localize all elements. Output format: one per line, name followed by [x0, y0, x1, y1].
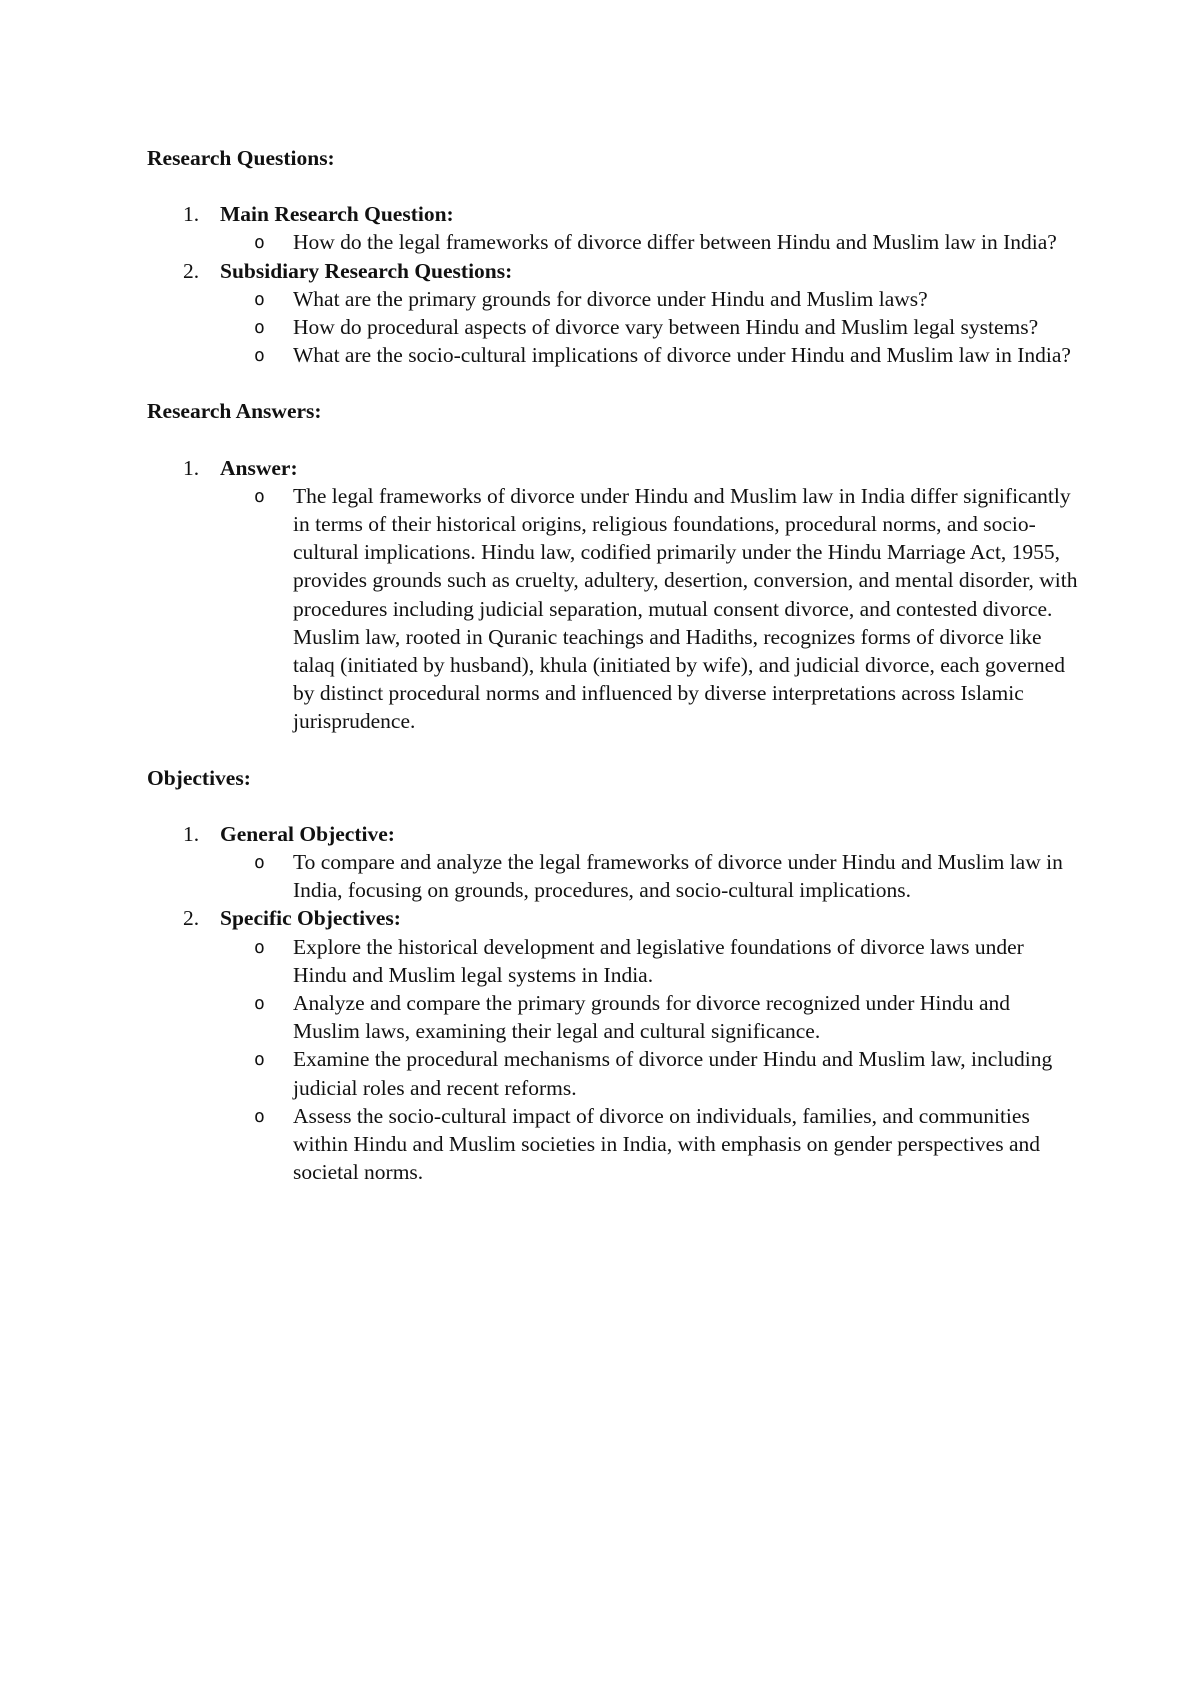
bullet-list — [220, 848, 1077, 904]
bullet-icon: o — [254, 317, 265, 339]
list-item — [147, 257, 1077, 370]
bullet-text: Analyze and compare the primary grounds for divorce recognized under Hindu and Muslim laws, examining their legal and cultural significance. — [293, 991, 1010, 1044]
bullet-text: The legal frameworks of divorce under Hindu and Muslim law in India differ significantly in terms of their historical origins, religious foundations, procedural norms, and socio-cultural implications. Hindu law, codified primarily under the Hindu Marriage Act, 1955, provides grounds such as cruelty, adultery, desertion, conversion, and mental disorder, with procedures including judicial separation, mutual consent divorce, and contested divorce. Muslim law, rooted in Quranic teachings and Hadiths, recognizes forms of divorce like talaq (initiated by husband), khula (initiated by wife), and judicial divorce, each governed by distinct procedural norms and influenced by diverse interpretations across Islamic jurisprudence. — [293, 483, 1078, 734]
bullet-item — [220, 933, 1077, 989]
bullet-list — [220, 482, 1077, 736]
item-number: 2. — [183, 258, 200, 283]
objectives-section — [147, 764, 1077, 1187]
bullet-list — [220, 285, 1077, 370]
bullet-item — [220, 482, 1077, 736]
bullet-icon: o — [254, 485, 265, 507]
bullet-text: Explore the historical development and legislative foundations of divorce laws under Hindu and Muslim legal systems in India. — [293, 934, 1024, 987]
item-number: 2. — [183, 906, 200, 931]
bullet-item — [220, 285, 1077, 313]
document-body — [147, 144, 1077, 1187]
bullet-text: What are the primary grounds for divorce under Hindu and Muslim laws? — [293, 286, 928, 311]
bullet-list — [220, 933, 1077, 1187]
bullet-icon: o — [254, 852, 265, 874]
bullet-item — [220, 313, 1077, 341]
bullet-icon: o — [254, 936, 265, 958]
research-questions-section — [147, 144, 1077, 369]
section-spacer — [147, 736, 1077, 764]
bullet-text: To compare and analyze the legal frameworks of divorce under Hindu and Muslim law in India, focusing on grounds, procedures, and socio-cultural implications. — [293, 850, 1063, 903]
bullet-icon: o — [254, 1049, 265, 1071]
section-spacer — [147, 369, 1077, 397]
bullet-icon: o — [254, 288, 265, 310]
bullet-text: How do the legal frameworks of divorce differ between Hindu and Muslim law in India? — [293, 230, 1057, 255]
list-item — [147, 454, 1077, 736]
bullet-icon: o — [254, 345, 265, 367]
objectives-heading: Objectives: — [147, 765, 251, 790]
research-answers-heading: Research Answers: — [147, 399, 322, 424]
bullet-icon: o — [254, 232, 265, 254]
item-number: 1. — [183, 821, 200, 846]
bullet-item — [220, 1045, 1077, 1101]
objectives-list — [147, 820, 1077, 1187]
item-title: Subsidiary Research Questions: — [220, 258, 513, 283]
item-title: Answer: — [220, 455, 298, 480]
item-title: General Objective: — [220, 821, 395, 846]
research-questions-heading: Research Questions: — [147, 146, 335, 170]
bullet-item — [220, 1102, 1077, 1187]
bullet-item — [220, 848, 1077, 904]
research-questions-list — [147, 200, 1077, 369]
item-number: 1. — [183, 202, 200, 227]
bullet-text: How do procedural aspects of divorce vary between Hindu and Muslim legal systems? — [293, 315, 1039, 340]
list-item — [147, 200, 1077, 256]
research-answers-list — [147, 454, 1077, 736]
research-answers-section — [147, 397, 1077, 735]
bullet-item — [220, 341, 1077, 369]
list-item — [147, 904, 1077, 1186]
list-item — [147, 820, 1077, 905]
bullet-icon: o — [254, 993, 265, 1015]
bullet-text: Examine the procedural mechanisms of divorce under Hindu and Muslim law, including judicial roles and recent reforms. — [293, 1047, 1053, 1100]
item-title: Specific Objectives: — [220, 906, 401, 931]
bullet-list — [220, 228, 1077, 256]
bullet-item — [220, 228, 1077, 256]
item-title: Main Research Question: — [220, 202, 454, 227]
bullet-text: Assess the socio-cultural impact of divorce on individuals, families, and communities within Hindu and Muslim societies in India, with emphasis on gender perspectives and societal norms. — [293, 1103, 1040, 1185]
bullet-item — [220, 989, 1077, 1045]
item-number: 1. — [183, 455, 200, 480]
bullet-text: What are the socio-cultural implications of divorce under Hindu and Muslim law in India? — [293, 343, 1071, 368]
bullet-icon: o — [254, 1105, 265, 1127]
